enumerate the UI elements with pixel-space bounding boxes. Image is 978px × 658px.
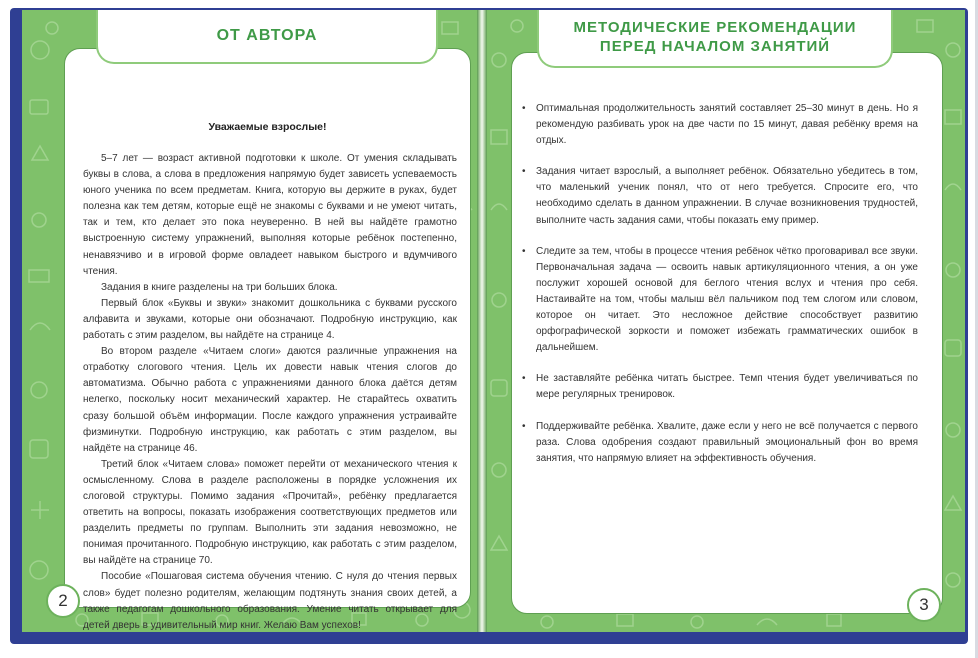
paragraph: Первый блок «Буквы и звуки» знакомит дошкольника с буквами русского алфавита и звуками, которые они обозначают. Подробную инструкцию, как работать с этим разделом, вы найдёте на странице 4. xyxy=(83,297,457,342)
list-item-text: Не заставляйте ребёнка читать быстрее. Темп чтения будет увеличиваться по мере регулярных тренировок. xyxy=(536,373,918,401)
list-item-text: Оптимальная продолжительность занятий составляет 25–30 минут в день. Но я рекомендую разбивать урок на две части по 15 минут, давая ребёнку время на отдых. xyxy=(536,103,918,147)
paragraph: Третий блок «Читаем слова» поможет перейти от механического чтения к осмысленному. Слова в разделе расположены в порядке усложнения их слоговой структуры. Помимо задания «Прочитай», ребёнку предлагается ответить на вопросы, показать изображения соответствующих предметов или разделить предметы по группам. Выполнить эти задания невозможно, не понимая прочитанного. Подробную инструкцию, как работать с этим разделом, вы найдёте на странице 70. xyxy=(83,458,457,567)
greeting-heading: Уважаемые взрослые! xyxy=(208,121,327,133)
list-item xyxy=(520,244,918,357)
right-page xyxy=(487,10,965,632)
list-item-text: Поддерживайте ребёнка. Хвалите, даже если у него не всё получается с первого раза. Слова одобрения создают правильный эмоциональный фон во время занятия, что напрямую влияет на эффективность обучения. xyxy=(536,420,918,464)
list-item xyxy=(520,419,918,467)
bullet-marker: • xyxy=(522,420,526,432)
page-title: ОТ АВТОРА xyxy=(96,10,438,64)
paragraph: Пособие «Пошаговая система обучения чтению. С нуля до чтения первых слов» будет полезно родителям, желающим подтянуть знания своих детей, а также педагогам дошкольного образования. Умение читать открывает для детей дверь в удивительный мир книг. Желаю Вам успехов! xyxy=(83,571,457,631)
paragraph: 5–7 лет — возраст активной подготовки к школе. От умения складывать буквы в слова, а слова в предложения напрямую будет зависеть успеваемость юного ученика по всем предметам. Книга, которую вы держите в руках, будет полезна как тем детям, которые ещё не знакомы с буквами и не умеют читать, так и тем, кто делает это пока неуверенно. В ней вы найдёте грамотно выстроенную систему упражнений, выполняя которые ребёнок постепенно, ненавязчиво и в игровой форме овладеет навыком быстрого и вдумчивого чтения. xyxy=(83,153,457,277)
author-text xyxy=(83,151,457,632)
left-page xyxy=(22,10,478,632)
content-panel xyxy=(511,52,943,614)
list-item-text: Следите за тем, чтобы в процессе чтения ребёнок чётко проговаривал все звуки. Первоначальная задача — освоить навык артикуляционного чтения, а он уже послужит хорошей основой для беглого чтения вслух и чтения про себя. Настаивайте на том, чтобы малыш вёл пальчиком под тем слогом или словом, которое он читает. Это несложное действие способствует развитию орфографической зоркости и поможет избежать грамматических ошибок в дальнейшем. xyxy=(536,245,918,354)
paragraph: Во втором разделе «Читаем слоги» даются различные упражнения на отработку слогового чтения. Цель их довести навык чтения слогов до автоматизма. Обычно работа с упражнениями данного блока даётся детям нелегко, поскольку носит механический характер. Не старайтесь охватить сразу большой объём информации. После каждого упражнения устраивайте физминутки. Подробную инструкцию, как работать с этим разделом, вы найдёте на странице 46. xyxy=(83,346,457,454)
bullet-marker: • xyxy=(522,373,526,385)
list-item xyxy=(520,101,918,149)
page-title-line: МЕТОДИЧЕСКИЕ РЕКОМЕНДАЦИИ xyxy=(573,19,857,36)
bullet-marker: • xyxy=(522,103,526,114)
page-number: 2 xyxy=(46,584,80,618)
list-item xyxy=(520,164,918,228)
paragraph: Задания в книге разделены на три больших блока. xyxy=(101,281,338,293)
recommendations-list xyxy=(520,101,918,482)
content-panel xyxy=(64,48,471,631)
bullet-marker: • xyxy=(522,245,526,257)
page-title xyxy=(537,10,893,68)
list-item-text: Задания читает взрослый, а выполняет ребёнок. Обязательно убедитесь в том, что маленький ученик понял, что от него требуется. Спросите его, что необходимо сделать в данном упражнении. В случае возникновения трудностей, выполните часть задания сами, чтобы показать ему пример. xyxy=(536,166,918,226)
book-spine xyxy=(477,10,487,632)
list-item xyxy=(520,371,918,403)
bullet-marker: • xyxy=(522,166,526,178)
page-title-line: ПЕРЕД НАЧАЛОМ ЗАНЯТИЙ xyxy=(599,38,831,55)
page-number: 3 xyxy=(907,588,941,622)
